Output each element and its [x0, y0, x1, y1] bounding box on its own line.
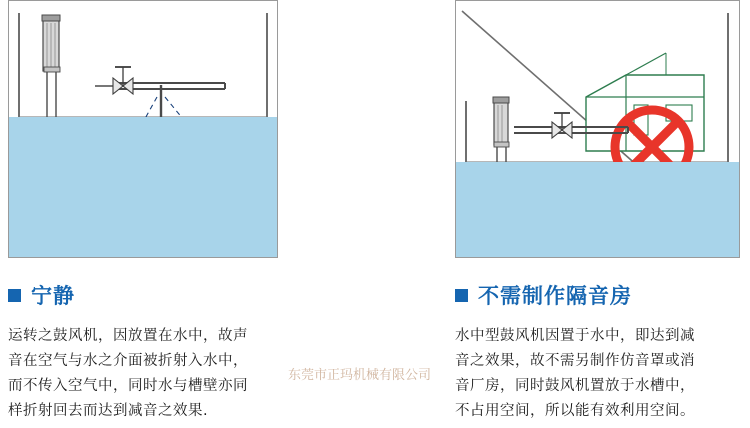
water-body [9, 117, 277, 257]
heading-quiet-label: 宁静 [31, 284, 75, 308]
valve-body-left [552, 122, 562, 138]
heading-marker-icon [8, 289, 21, 302]
quiet-operation-diagram [8, 0, 278, 258]
paragraph-line: 音在空气与水之介面被折射入水中， [8, 353, 248, 369]
paragraph-line: 不占用空间，所以能有效利用空间。 [455, 403, 695, 419]
silencer-cap [42, 15, 60, 21]
valve-body-left [113, 78, 123, 94]
heading-no-room-label: 不需制作隔音房 [478, 284, 632, 308]
valve-body-right [562, 122, 572, 138]
paragraph-line: 水中型鼓风机因置于水中，即达到减 [455, 328, 695, 344]
valve-body-right [123, 78, 133, 94]
heading-marker-icon [455, 289, 468, 302]
paragraph-line: 音厂房，同时鼓风机置放于水槽中， [455, 378, 695, 394]
paragraph-no-room [455, 324, 750, 424]
silencer-body [494, 101, 508, 145]
paragraph-line: 音之效果，故不需另制作仿音罩或消 [455, 353, 695, 369]
pipe-flange [44, 67, 60, 72]
watermark-text: 东莞市正玛机械有限公司 [288, 368, 432, 383]
heading-quiet [8, 280, 363, 310]
building-back-edge [626, 53, 666, 75]
no-soundproof-room-diagram [455, 0, 740, 258]
silencer-cap [493, 97, 509, 103]
paragraph-quiet [8, 324, 363, 424]
pipe-flange [494, 142, 509, 147]
paragraph-line: 样折射回去而达到减音之效果. [8, 403, 209, 419]
water-body [456, 162, 739, 257]
paragraph-line: 而不传入空气中，同时水与槽壁亦同 [8, 378, 248, 394]
panel-no-soundproof-room [455, 0, 750, 428]
panel-quiet [8, 0, 363, 428]
heading-no-room [455, 280, 750, 310]
paragraph-line: 运转之鼓风机，因放置在水中，故声 [8, 328, 248, 344]
